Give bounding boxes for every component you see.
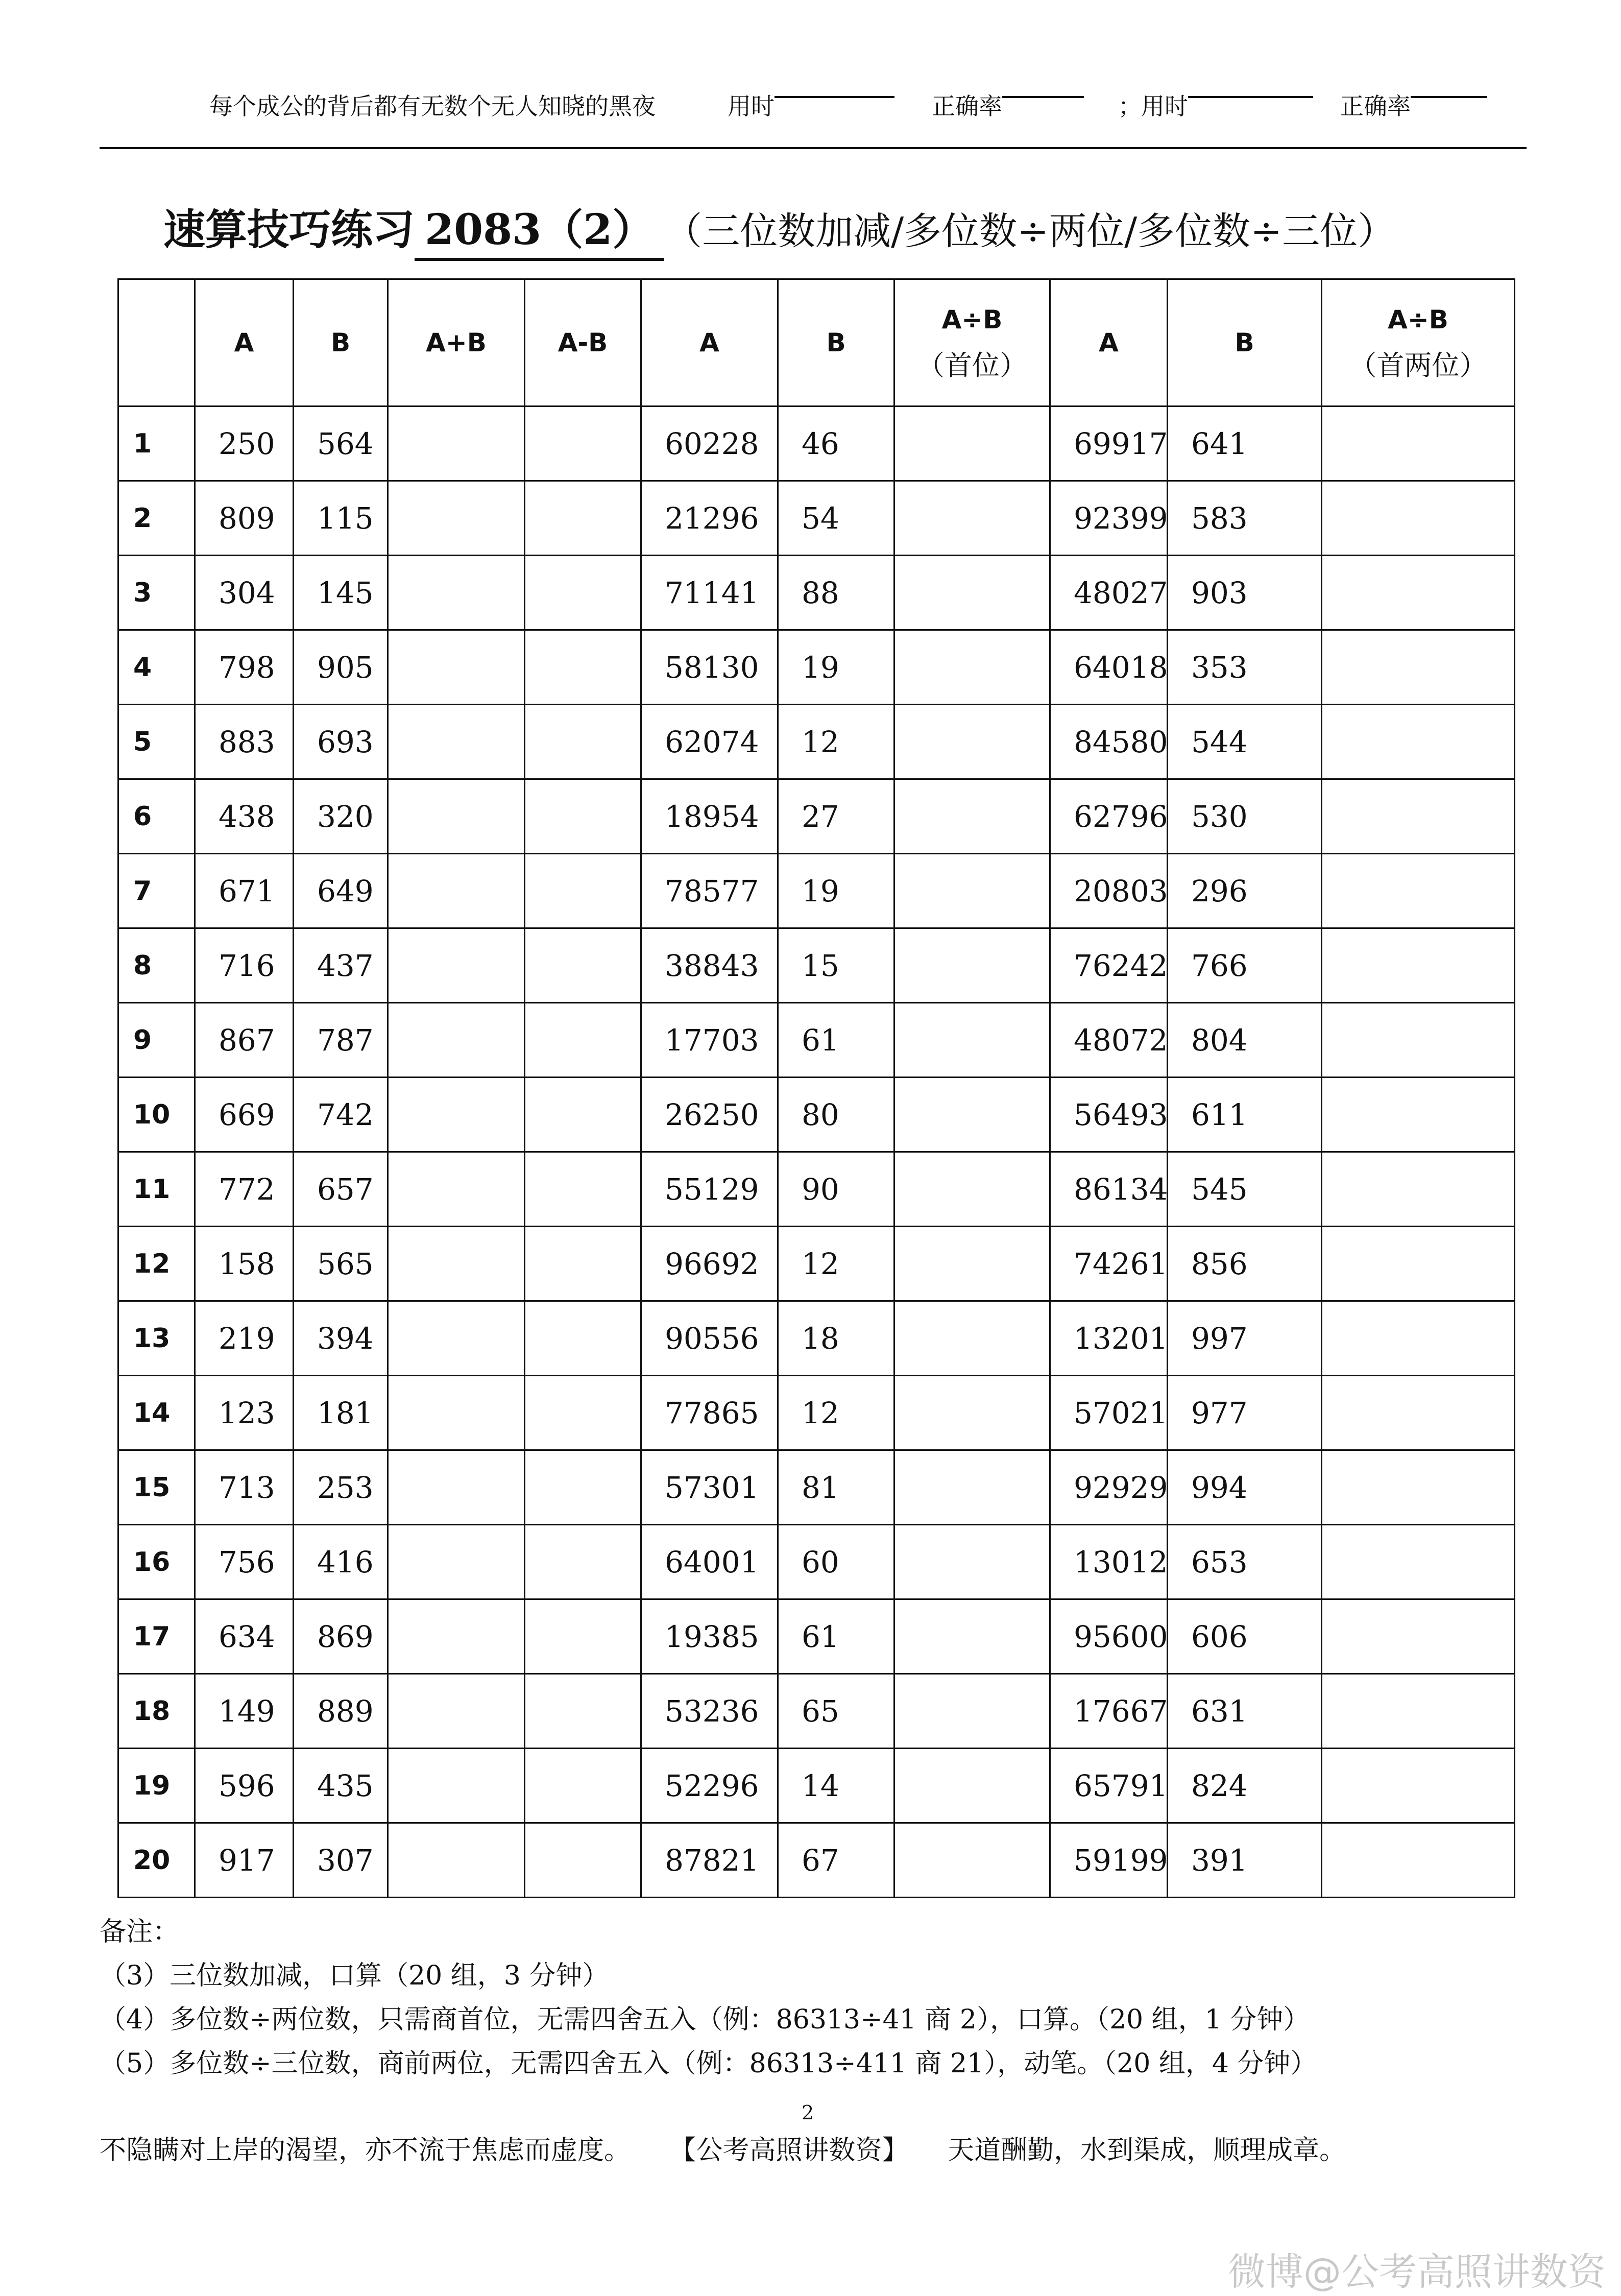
- cell-a3: 76242: [1050, 928, 1168, 1003]
- answer-quotient-2[interactable]: [1322, 630, 1515, 705]
- answer-diff[interactable]: [525, 779, 641, 854]
- cell-b3: 391: [1168, 1823, 1322, 1898]
- answer-quotient-2[interactable]: [1322, 779, 1515, 854]
- answer-quotient-1[interactable]: [894, 928, 1050, 1003]
- cell-b1: 115: [294, 481, 388, 556]
- answer-quotient-1[interactable]: [894, 1078, 1050, 1152]
- cell-a1: 772: [195, 1152, 294, 1227]
- answer-diff[interactable]: [525, 630, 641, 705]
- cell-a3: 95600: [1050, 1599, 1168, 1674]
- note-item-5: （5）多位数÷三位数，商前两位，无需四舍五入（例：86313÷411 商 21），动笔。（20 组，4 分钟）: [100, 2048, 1317, 2079]
- cell-b2: 27: [778, 779, 894, 854]
- cell-a2: 90556: [641, 1301, 778, 1376]
- answer-sum[interactable]: [388, 1599, 525, 1674]
- cell-b2: 12: [778, 705, 894, 779]
- row-index: 6: [118, 779, 195, 854]
- answer-diff[interactable]: [525, 928, 641, 1003]
- cell-a3: 62796: [1050, 779, 1168, 854]
- cell-b1: 869: [294, 1599, 388, 1674]
- answer-quotient-1[interactable]: [894, 779, 1050, 854]
- cell-a3: 59199: [1050, 1823, 1168, 1898]
- answer-diff[interactable]: [525, 1450, 641, 1525]
- cell-a2: 21296: [641, 481, 778, 556]
- cell-a1: 917: [195, 1823, 294, 1898]
- answer-diff[interactable]: [525, 705, 641, 779]
- cell-a1: 596: [195, 1749, 294, 1823]
- header-quotient-2-label: A÷B: [1388, 305, 1448, 334]
- cell-a1: 716: [195, 928, 294, 1003]
- cell-a1: 867: [195, 1003, 294, 1078]
- row-index: 11: [118, 1152, 195, 1227]
- page-footer: [100, 2128, 1580, 2167]
- header-quotient-1: [894, 279, 1050, 406]
- row-index: 18: [118, 1674, 195, 1749]
- note-item-3: （3）三位数加减，口算（20 组，3 分钟）: [100, 1960, 609, 1991]
- cell-b2: 61: [778, 1003, 894, 1078]
- table-row: [118, 1450, 1515, 1525]
- cell-b2: 80: [778, 1078, 894, 1152]
- cell-a2: 87821: [641, 1823, 778, 1898]
- cell-b2: 18: [778, 1301, 894, 1376]
- cell-a3: 65791: [1050, 1749, 1168, 1823]
- header-b2: B: [778, 279, 894, 406]
- footer-center: 【公考高照讲数资】: [669, 2135, 909, 2166]
- cell-a1: 438: [195, 779, 294, 854]
- row-index: 9: [118, 1003, 195, 1078]
- table-body: [118, 406, 1515, 1898]
- cell-a3: 57021: [1050, 1376, 1168, 1450]
- table-row: [118, 1152, 1515, 1227]
- answer-diff[interactable]: [525, 556, 641, 630]
- cell-a3: 64018: [1050, 630, 1168, 705]
- answer-quotient-1[interactable]: [894, 406, 1050, 481]
- answer-sum[interactable]: [388, 1003, 525, 1078]
- notes-heading: 备注：: [100, 1917, 180, 1947]
- cell-b3: 997: [1168, 1301, 1322, 1376]
- cell-b1: 181: [294, 1376, 388, 1450]
- accuracy-label-1: 正确率: [932, 92, 1002, 120]
- table-row: [118, 1003, 1515, 1078]
- cell-a2: 19385: [641, 1599, 778, 1674]
- cell-a3: 92929: [1050, 1450, 1168, 1525]
- table-row: [118, 1227, 1515, 1301]
- cell-b3: 824: [1168, 1749, 1322, 1823]
- cell-a2: 78577: [641, 854, 778, 928]
- answer-quotient-1[interactable]: [894, 705, 1050, 779]
- answer-sum[interactable]: [388, 1674, 525, 1749]
- table-row: [118, 556, 1515, 630]
- answer-diff[interactable]: [525, 481, 641, 556]
- cell-b1: 564: [294, 406, 388, 481]
- answer-quotient-1[interactable]: [894, 1599, 1050, 1674]
- time-blank-2[interactable]: [1188, 65, 1313, 98]
- answer-sum[interactable]: [388, 556, 525, 630]
- notes-section: [100, 1910, 1580, 2086]
- answer-quotient-1[interactable]: [894, 1227, 1050, 1301]
- cell-b2: 19: [778, 630, 894, 705]
- answer-sum[interactable]: [388, 779, 525, 854]
- cell-b3: 766: [1168, 928, 1322, 1003]
- answer-quotient-2[interactable]: [1322, 854, 1515, 928]
- cell-b2: 19: [778, 854, 894, 928]
- title-main: 速算技巧练习: [163, 205, 415, 254]
- cell-b1: 253: [294, 1450, 388, 1525]
- answer-quotient-1[interactable]: [894, 556, 1050, 630]
- header-quotient-1-label: A÷B: [941, 305, 1003, 334]
- cell-b2: 81: [778, 1450, 894, 1525]
- cell-a3: 20803: [1050, 854, 1168, 928]
- cell-b1: 742: [294, 1078, 388, 1152]
- cell-a3: 13012: [1050, 1525, 1168, 1599]
- cell-a2: 55129: [641, 1152, 778, 1227]
- answer-quotient-2[interactable]: [1322, 1152, 1515, 1227]
- table-row: [118, 928, 1515, 1003]
- table-row: [118, 406, 1515, 481]
- page-number: 2: [802, 2101, 814, 2124]
- answer-quotient-2[interactable]: [1322, 406, 1515, 481]
- cell-b1: 320: [294, 779, 388, 854]
- answer-quotient-1[interactable]: [894, 1674, 1050, 1749]
- cell-a2: 57301: [641, 1450, 778, 1525]
- row-index: 17: [118, 1599, 195, 1674]
- table-row: [118, 1599, 1515, 1674]
- cell-a2: 53236: [641, 1674, 778, 1749]
- answer-quotient-2[interactable]: [1322, 1823, 1515, 1898]
- cell-b1: 657: [294, 1152, 388, 1227]
- table-row: [118, 1749, 1515, 1823]
- cell-b1: 394: [294, 1301, 388, 1376]
- row-index: 8: [118, 928, 195, 1003]
- header-b1: B: [294, 279, 388, 406]
- header-a3: A: [1050, 279, 1168, 406]
- answer-sum[interactable]: [388, 1749, 525, 1823]
- table-row: [118, 1078, 1515, 1152]
- cell-b1: 565: [294, 1227, 388, 1301]
- answer-sum[interactable]: [388, 630, 525, 705]
- cell-b1: 416: [294, 1525, 388, 1599]
- answer-quotient-2[interactable]: [1322, 1376, 1515, 1450]
- practice-table: [117, 278, 1515, 1898]
- row-index: 15: [118, 1450, 195, 1525]
- time-field-2[interactable]: [1141, 65, 1188, 147]
- answer-quotient-2[interactable]: [1322, 1227, 1515, 1301]
- cell-b3: 544: [1168, 705, 1322, 779]
- table-row: [118, 779, 1515, 854]
- cell-b1: 905: [294, 630, 388, 705]
- accuracy-label-2: 正确率: [1340, 92, 1411, 120]
- cell-a1: 219: [195, 1301, 294, 1376]
- cell-a3: 13201: [1050, 1301, 1168, 1376]
- cell-b3: 903: [1168, 556, 1322, 630]
- answer-sum[interactable]: [388, 1525, 525, 1599]
- answer-diff[interactable]: [525, 1599, 641, 1674]
- answer-sum[interactable]: [388, 705, 525, 779]
- answer-diff[interactable]: [525, 406, 641, 481]
- cell-b3: 611: [1168, 1078, 1322, 1152]
- answer-sum[interactable]: [388, 928, 525, 1003]
- note-item-4: （4）多位数÷两位数，只需商首位，无需四舍五入（例：86313÷41 商 2），口算。（20 组，1 分钟）: [100, 2004, 1310, 2035]
- answer-sum[interactable]: [388, 481, 525, 556]
- answer-sum[interactable]: [388, 406, 525, 481]
- time-label-2: 用时: [1141, 92, 1188, 120]
- page-header: [100, 65, 1527, 149]
- answer-diff[interactable]: [525, 1227, 641, 1301]
- answer-quotient-2[interactable]: [1322, 1450, 1515, 1525]
- cell-b2: 88: [778, 556, 894, 630]
- cell-b2: 12: [778, 1376, 894, 1450]
- table-header-row: [118, 279, 1515, 406]
- row-index: 12: [118, 1227, 195, 1301]
- cell-b3: 994: [1168, 1450, 1322, 1525]
- answer-quotient-2[interactable]: [1322, 1749, 1515, 1823]
- cell-a1: 809: [195, 481, 294, 556]
- cell-a3: 17667: [1050, 1674, 1168, 1749]
- answer-quotient-2[interactable]: [1322, 481, 1515, 556]
- cell-a1: 669: [195, 1078, 294, 1152]
- answer-diff[interactable]: [525, 1376, 641, 1450]
- row-index: 2: [118, 481, 195, 556]
- row-index: 7: [118, 854, 195, 928]
- page-title: [163, 194, 1542, 266]
- answer-quotient-2[interactable]: [1322, 1674, 1515, 1749]
- accuracy-field-2[interactable]: [1340, 65, 1411, 147]
- cell-b3: 545: [1168, 1152, 1322, 1227]
- cell-b2: 67: [778, 1823, 894, 1898]
- answer-quotient-1[interactable]: [894, 1749, 1050, 1823]
- answer-quotient-1[interactable]: [894, 1301, 1050, 1376]
- answer-sum[interactable]: [388, 1227, 525, 1301]
- row-index: 13: [118, 1301, 195, 1376]
- answer-quotient-2[interactable]: [1322, 1301, 1515, 1376]
- cell-b3: 530: [1168, 779, 1322, 854]
- watermark: 微博@公考高照讲数资: [1228, 2250, 1606, 2294]
- row-index: 1: [118, 406, 195, 481]
- accuracy-blank-2[interactable]: [1411, 65, 1487, 98]
- cell-a2: 52296: [641, 1749, 778, 1823]
- cell-a1: 158: [195, 1227, 294, 1301]
- answer-diff[interactable]: [525, 1823, 641, 1898]
- answer-quotient-2[interactable]: [1322, 556, 1515, 630]
- cell-b3: 977: [1168, 1376, 1322, 1450]
- cell-a1: 634: [195, 1599, 294, 1674]
- cell-a3: 92399: [1050, 481, 1168, 556]
- header-separator: ；: [1118, 92, 1142, 120]
- answer-quotient-2[interactable]: [1322, 705, 1515, 779]
- cell-b2: 65: [778, 1674, 894, 1749]
- cell-b3: 606: [1168, 1599, 1322, 1674]
- cell-a1: 149: [195, 1674, 294, 1749]
- cell-a2: 26250: [641, 1078, 778, 1152]
- cell-b2: 12: [778, 1227, 894, 1301]
- cell-a1: 671: [195, 854, 294, 928]
- answer-sum[interactable]: [388, 1152, 525, 1227]
- cell-b3: 631: [1168, 1674, 1322, 1749]
- header-a1: A: [195, 279, 294, 406]
- time-blank-1[interactable]: [775, 65, 894, 98]
- cell-a2: 38843: [641, 928, 778, 1003]
- cell-a3: 48027: [1050, 556, 1168, 630]
- cell-b3: 353: [1168, 630, 1322, 705]
- cell-b1: 437: [294, 928, 388, 1003]
- header-sum: A+B: [388, 279, 525, 406]
- answer-sum[interactable]: [388, 1823, 525, 1898]
- cell-b2: 61: [778, 1599, 894, 1674]
- cell-b1: 889: [294, 1674, 388, 1749]
- row-index: 3: [118, 556, 195, 630]
- accuracy-blank-1[interactable]: [1002, 65, 1084, 98]
- cell-a2: 62074: [641, 705, 778, 779]
- cell-a3: 69917: [1050, 406, 1168, 481]
- answer-quotient-1[interactable]: [894, 630, 1050, 705]
- answer-quotient-1[interactable]: [894, 1003, 1050, 1078]
- answer-sum[interactable]: [388, 854, 525, 928]
- table-row: [118, 1376, 1515, 1450]
- cell-a2: 60228: [641, 406, 778, 481]
- answer-quotient-2[interactable]: [1322, 1003, 1515, 1078]
- header-diff: A-B: [525, 279, 641, 406]
- answer-quotient-1[interactable]: [894, 481, 1050, 556]
- cell-b3: 583: [1168, 481, 1322, 556]
- cell-b1: 649: [294, 854, 388, 928]
- time-label-1: 用时: [728, 92, 775, 120]
- answer-diff[interactable]: [525, 1674, 641, 1749]
- cell-b3: 296: [1168, 854, 1322, 928]
- row-index: 19: [118, 1749, 195, 1823]
- answer-quotient-1[interactable]: [894, 1376, 1050, 1450]
- cell-b2: 90: [778, 1152, 894, 1227]
- answer-diff[interactable]: [525, 1003, 641, 1078]
- answer-quotient-2[interactable]: [1322, 1599, 1515, 1674]
- cell-a3: 48072: [1050, 1003, 1168, 1078]
- cell-b1: 145: [294, 556, 388, 630]
- cell-a2: 64001: [641, 1525, 778, 1599]
- row-index: 14: [118, 1376, 195, 1450]
- footer-left: 不隐瞒对上岸的渴望，亦不流于焦虑而虚度。: [100, 2135, 631, 2166]
- row-index: 5: [118, 705, 195, 779]
- table-row: [118, 1301, 1515, 1376]
- cell-a2: 18954: [641, 779, 778, 854]
- answer-sum[interactable]: [388, 1376, 525, 1450]
- answer-diff[interactable]: [525, 1749, 641, 1823]
- title-subtitle: （三位数加减/多位数÷两位/多位数÷三位）: [664, 209, 1396, 253]
- header-b3: B: [1168, 279, 1322, 406]
- footer-right: 天道酬勤，水到渠成，顺理成章。: [948, 2135, 1346, 2166]
- cell-a3: 86134: [1050, 1152, 1168, 1227]
- answer-quotient-1[interactable]: [894, 1450, 1050, 1525]
- answer-diff[interactable]: [525, 854, 641, 928]
- table-row: [118, 481, 1515, 556]
- cell-b1: 693: [294, 705, 388, 779]
- cell-a1: 798: [195, 630, 294, 705]
- row-index: 4: [118, 630, 195, 705]
- answer-quotient-1[interactable]: [894, 1525, 1050, 1599]
- cell-a2: 77865: [641, 1376, 778, 1450]
- answer-diff[interactable]: [525, 1301, 641, 1376]
- header-motto: 每个成公的背后都有无数个无人知晓的黑夜: [209, 92, 656, 120]
- cell-b3: 804: [1168, 1003, 1322, 1078]
- cell-b2: 60: [778, 1525, 894, 1599]
- cell-a1: 123: [195, 1376, 294, 1450]
- cell-a1: 304: [195, 556, 294, 630]
- cell-b2: 46: [778, 406, 894, 481]
- answer-diff[interactable]: [525, 1078, 641, 1152]
- row-index: 20: [118, 1823, 195, 1898]
- answer-quotient-1[interactable]: [894, 854, 1050, 928]
- cell-a2: 17703: [641, 1003, 778, 1078]
- header-index: [118, 279, 195, 406]
- accuracy-field-1[interactable]: [932, 65, 1002, 147]
- cell-a1: 756: [195, 1525, 294, 1599]
- answer-quotient-2[interactable]: [1322, 1525, 1515, 1599]
- cell-b2: 54: [778, 481, 894, 556]
- header-a2: A: [641, 279, 778, 406]
- cell-a3: 74261: [1050, 1227, 1168, 1301]
- answer-diff[interactable]: [525, 1152, 641, 1227]
- title-number: 2083（2）: [415, 202, 664, 261]
- cell-b1: 307: [294, 1823, 388, 1898]
- table-row: [118, 854, 1515, 928]
- cell-b3: 653: [1168, 1525, 1322, 1599]
- answer-quotient-2[interactable]: [1322, 928, 1515, 1003]
- cell-b2: 14: [778, 1749, 894, 1823]
- row-index: 10: [118, 1078, 195, 1152]
- answer-quotient-2[interactable]: [1322, 1078, 1515, 1152]
- cell-b1: 787: [294, 1003, 388, 1078]
- header-quotient-2-note: （首两位）: [1349, 349, 1487, 381]
- cell-a1: 250: [195, 406, 294, 481]
- table-row: [118, 1823, 1515, 1898]
- cell-b1: 435: [294, 1749, 388, 1823]
- cell-b3: 856: [1168, 1227, 1322, 1301]
- answer-sum[interactable]: [388, 1301, 525, 1376]
- table-row: [118, 1674, 1515, 1749]
- time-field-1[interactable]: [728, 65, 775, 147]
- table-row: [118, 630, 1515, 705]
- header-quotient-1-note: （首位）: [917, 349, 1027, 381]
- answer-quotient-1[interactable]: [894, 1152, 1050, 1227]
- header-quotient-2: [1322, 279, 1515, 406]
- cell-a2: 96692: [641, 1227, 778, 1301]
- cell-a3: 84580: [1050, 705, 1168, 779]
- answer-quotient-1[interactable]: [894, 1823, 1050, 1898]
- cell-a2: 71141: [641, 556, 778, 630]
- cell-b2: 15: [778, 928, 894, 1003]
- cell-b3: 641: [1168, 406, 1322, 481]
- row-index: 16: [118, 1525, 195, 1599]
- answer-sum[interactable]: [388, 1450, 525, 1525]
- answer-sum[interactable]: [388, 1078, 525, 1152]
- table-row: [118, 1525, 1515, 1599]
- cell-a1: 713: [195, 1450, 294, 1525]
- answer-diff[interactable]: [525, 1525, 641, 1599]
- cell-a2: 58130: [641, 630, 778, 705]
- cell-a3: 56493: [1050, 1078, 1168, 1152]
- table-row: [118, 705, 1515, 779]
- cell-a1: 883: [195, 705, 294, 779]
